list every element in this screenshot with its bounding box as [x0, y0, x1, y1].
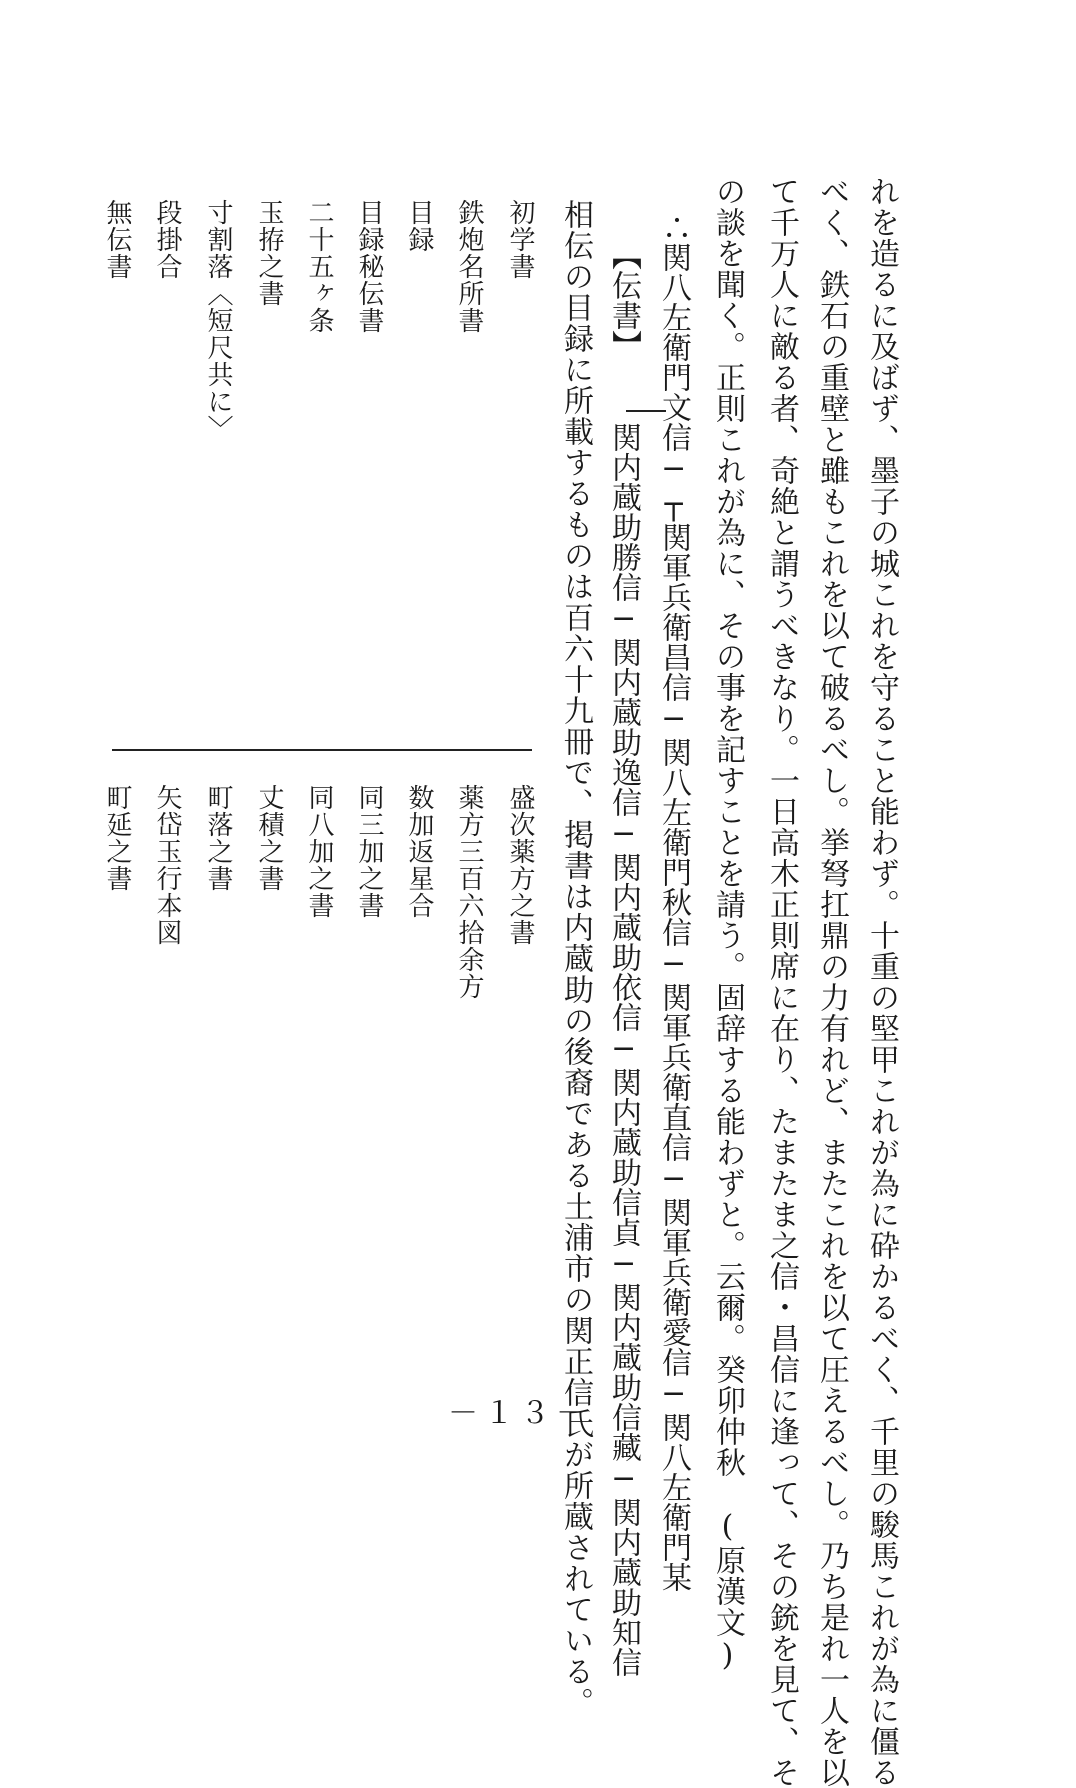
list-item: 鉄炮名所書 — [454, 199, 484, 334]
list-item: 盛次薬方之書 — [505, 784, 535, 946]
lineage-line-1: ∴関八左衛門文信─┬関軍兵衛昌信─関八左衛門秋信─関軍兵衛直信─関軍兵衛愛信─関八左衛門某 — [656, 212, 691, 1592]
list-item: 段掛合 — [152, 199, 182, 280]
list-item: 町落之書 — [203, 784, 233, 892]
list-item: 数加返星合 — [404, 784, 434, 919]
list-item: 薬方三百六拾余方 — [454, 784, 484, 1000]
list-item: 丈積之書 — [254, 784, 284, 892]
list-item: 初学書 — [505, 199, 535, 280]
lineage-label: 【伝書】 — [606, 240, 641, 360]
list-item: 目録 — [404, 199, 434, 253]
list-item: 同八加之書 — [304, 784, 334, 919]
prose-line-4: の談を聞く。正則これが為に、その事を記すことを請う。固辞する能わずと。云爾。癸卯仲秋 (原漢文) — [710, 176, 745, 1674]
lineage-line-2: 関内蔵助勝信─関内蔵助逸信─関内蔵助依信─関内蔵助信貞─関内蔵助信藏─関内蔵助知信 — [606, 422, 641, 1677]
prose-line-2: べく、鉄石の重壁と雖もこれを以て破るべし。挙弩扛鼎の力有れど、またこれを以て圧えるべし。乃ち是れ一人を以 — [814, 176, 849, 1788]
list-item: 二十五ヶ条 — [304, 199, 334, 334]
prose-line-1: れを造るに及ばず、墨子の城これを守ること能わず。十重の堅甲これが為に砕かるべく、千里の駿馬これが為に僵る — [864, 176, 899, 1788]
list-item: 無伝書 — [102, 199, 132, 280]
prose-line-3: て千万人に敵る者、奇絶と謂うべきなり。一日高木正則席に在り、たまたま之信・昌信に逢って、その銃を見て、そ — [764, 176, 799, 1788]
list-item: 矢岱玉行本図 — [152, 784, 182, 946]
section-divider — [112, 749, 532, 751]
list-item: 目録秘伝書 — [354, 199, 384, 334]
list-item: 寸割落〈短尺共に〉 — [203, 199, 233, 442]
summary-line: 相伝の目録に所載するものは百六十九冊で、掲書は内蔵助の後裔である土浦市の関正信氏が所蔵されている。 — [558, 199, 593, 1718]
list-item: 町延之書 — [102, 784, 132, 892]
page-number: －１３－ — [448, 1396, 592, 1431]
lineage-branch-line — [626, 410, 666, 412]
list-item: 玉拵之書 — [254, 199, 284, 307]
list-item: 同三加之書 — [354, 784, 384, 919]
